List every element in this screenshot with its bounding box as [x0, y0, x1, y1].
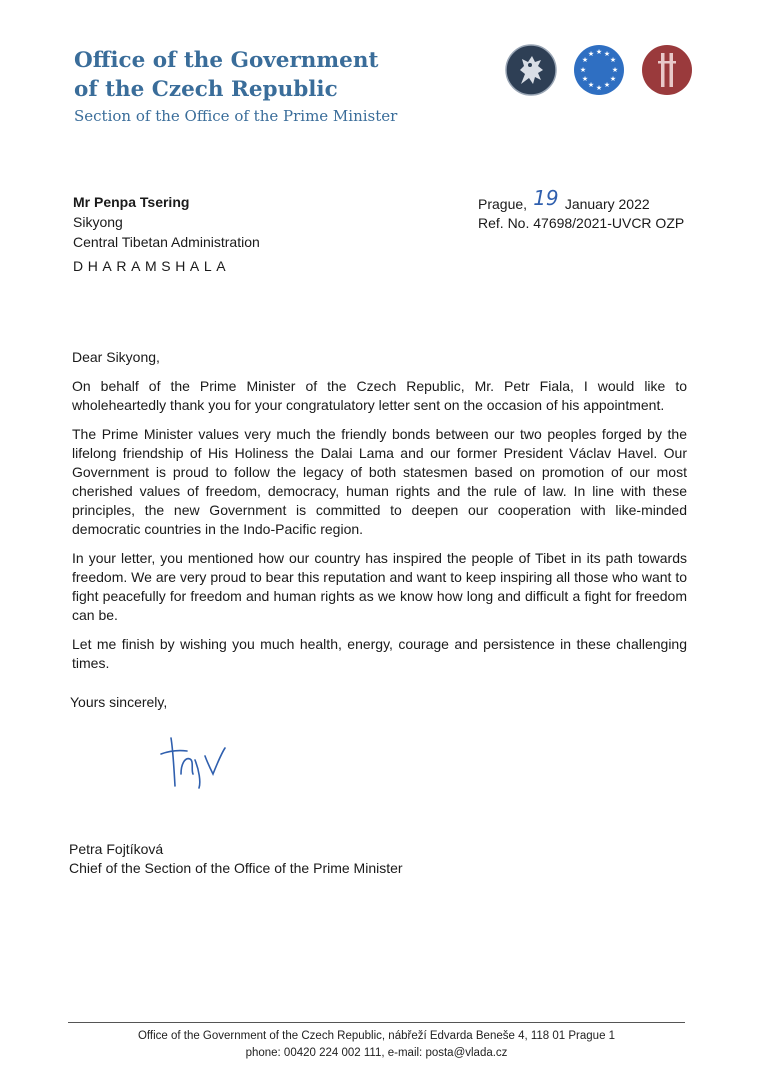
paragraph-3: In your letter, you mentioned how our country has inspired the people of Tibet in its path towards freedom. We are very proud to bear this reputation and want to keep inspiring all those who want to fight peacefully for freedom and human rights as we know how long and difficult a fight for freedom can be. — [72, 550, 687, 623]
salutation: Dear Sikyong, — [72, 349, 160, 365]
letter-body — [72, 348, 687, 683]
org-title — [74, 46, 378, 104]
date-line — [478, 186, 684, 214]
footer-contact: phone: 00420 224 002 111, e-mail: posta@vlada.cz — [245, 1047, 508, 1059]
footer-address: Office of the Government of the Czech Republic, nábřeží Edvarda Beneše 4, 118 01 Prague 1 — [137, 1030, 616, 1042]
date-place: Prague, — [478, 196, 528, 212]
eu-stars-emblem-icon — [573, 44, 625, 96]
closing: Yours sincerely, — [70, 694, 168, 710]
svg-text:★: ★ — [603, 50, 611, 58]
reference-number: Ref. No. 47698/2021-UVCR OZP — [478, 215, 685, 231]
svg-text:★: ★ — [595, 48, 603, 56]
emblem-group — [505, 44, 695, 102]
czech-lion-emblem-icon — [505, 44, 557, 96]
svg-text:★: ★ — [587, 81, 595, 89]
date-day-handwritten: 19 — [533, 186, 559, 210]
svg-text:★: ★ — [581, 56, 589, 64]
svg-text:★: ★ — [587, 50, 595, 58]
footer-divider — [68, 1022, 685, 1023]
svg-text:★: ★ — [603, 81, 611, 89]
addressee-block — [73, 192, 260, 252]
svg-text:★: ★ — [609, 56, 617, 64]
paragraph-4: Let me finish by wishing you much health, energy, courage and persistence in these challenging times. — [72, 636, 687, 671]
addressee-title: Sikyong — [73, 214, 123, 230]
addressee-name: Mr Penpa Tsering — [73, 194, 190, 210]
date-month-year: January 2022 — [564, 196, 650, 212]
svg-text:★: ★ — [579, 66, 587, 74]
dateline-block — [478, 186, 685, 233]
paragraph-2: The Prime Minister values very much the friendly bonds between our two peoples forged by the lifelong friendship of His Holiness the Dalai Lama and our former President Václav Havel. Our Government is proud to follow the legacy of both statesmen based on promotion of our most cherished values of freedom, democracy, human rights and the rule of law. In line with these principles, the new Government is committed to deepen our cooperation with like-minded democratic countries in the Indo-Pacific region. — [72, 426, 687, 537]
addressee-city: DHARAMSHALA — [73, 258, 231, 274]
org-title-line2: of the Czech Republic — [74, 77, 338, 102]
footer — [68, 1028, 685, 1062]
signer-name: Petra Fojtíková — [69, 841, 164, 857]
org-section: Section of the Office of the Prime Minister — [74, 107, 398, 125]
paragraph-1: On behalf of the Prime Minister of the Czech Republic, Mr. Petr Fiala, I would like to wholeheartedly thank you for your congratulatory letter sent on the occasion of his appointment. — [72, 378, 687, 413]
svg-text:★: ★ — [595, 84, 603, 92]
svg-text:★: ★ — [581, 75, 589, 83]
svg-text:★: ★ — [609, 75, 617, 83]
signer-position: Chief of the Section of the Office of the Prime Minister — [69, 860, 403, 876]
signer-block — [69, 840, 403, 878]
addressee-organization: Central Tibetan Administration — [73, 234, 260, 250]
svg-text:★: ★ — [611, 66, 619, 74]
handwritten-signature — [155, 730, 235, 792]
org-title-line1: Office of the Government — [74, 48, 379, 73]
red-double-cross-emblem-icon — [641, 44, 693, 96]
